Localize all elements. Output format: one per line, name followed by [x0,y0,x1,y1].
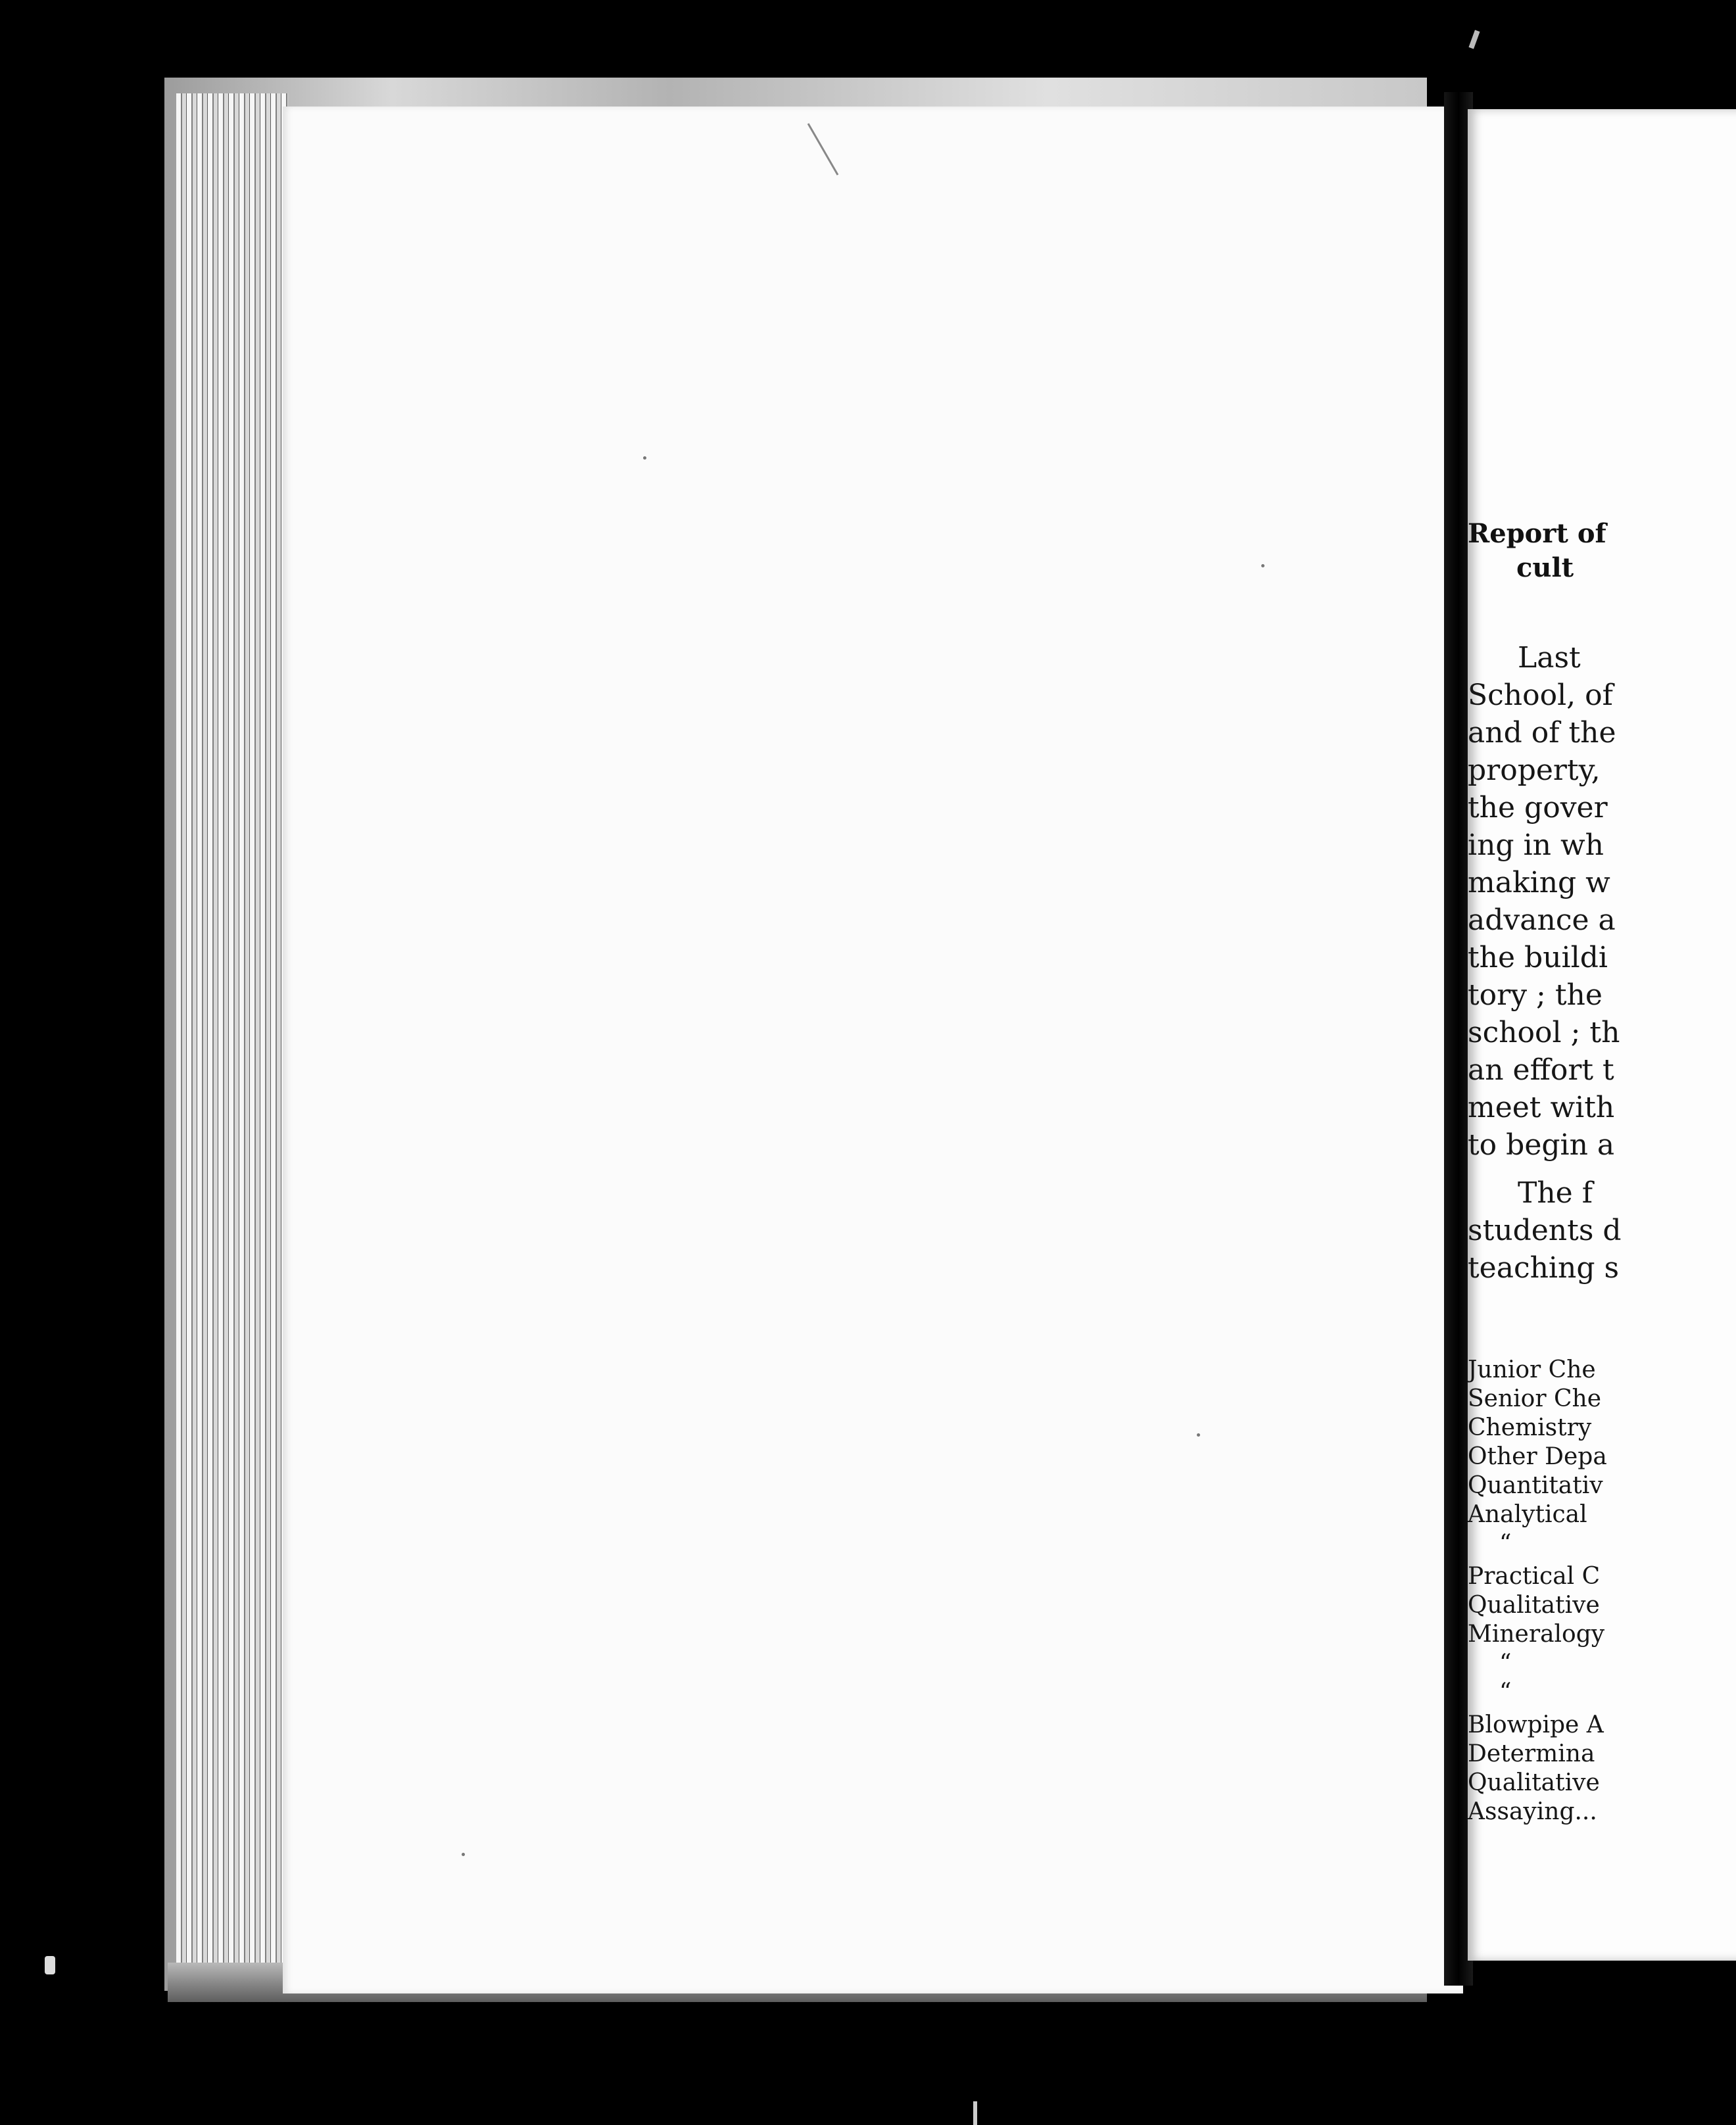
report-title [1468,517,1736,585]
text-line: students d [1468,1214,1622,1247]
text-line: Last [1518,641,1581,675]
paragraph-2 [1468,1174,1736,1287]
paragraph-1 [1468,639,1736,1164]
table-row: Practical C [1468,1563,1601,1590]
speck [462,1853,465,1856]
text-line: the buildi [1468,941,1608,974]
page-edges [176,93,288,1980]
background-speck [1468,30,1480,49]
text-line: ing in wh [1468,828,1604,862]
table-row: Mineralogy [1468,1621,1605,1648]
table-row: Assaying... [1468,1798,1597,1825]
table-row: Blowpipe A [1468,1711,1604,1738]
text-line: tory ; the [1468,978,1603,1012]
enrollment-table [1468,1356,1736,1827]
text-line: the gover [1468,791,1608,824]
ditto-mark: “ [1499,1650,1512,1677]
ditto-mark: “ [1499,1679,1512,1706]
background-speck [973,2101,977,2125]
text-line: meet with [1468,1091,1615,1124]
text-line: teaching s [1468,1251,1620,1285]
table-row: Junior Che [1468,1356,1596,1383]
right-page [1468,109,1736,1961]
scratch-mark [808,123,839,175]
table-row: Other Depa [1468,1443,1607,1470]
text-line: property, [1468,753,1601,787]
table-row: Analytical [1468,1501,1587,1528]
text-line: school ; th [1468,1016,1620,1049]
speck [643,456,646,460]
ditto-mark: “ [1499,1530,1512,1557]
left-page-blank [283,107,1463,1994]
table-row: Qualitative [1468,1769,1600,1796]
title-line: cult [1516,552,1574,583]
background-speck [45,1956,55,1974]
text-line: advance a [1468,903,1616,937]
title-line: Report of [1468,518,1606,549]
text-line: School, of [1468,679,1613,712]
text-line: The f [1518,1176,1593,1210]
text-line: making w [1468,866,1610,899]
table-row: Senior Che [1468,1385,1602,1412]
speck [1261,564,1265,567]
text-line: to begin a [1468,1128,1615,1162]
table-row: Determina [1468,1740,1595,1767]
text-line: and of the [1468,716,1616,750]
table-row: Chemistry [1468,1414,1592,1441]
table-row: Qualitative [1468,1592,1600,1619]
speck [1197,1433,1200,1437]
text-line: an effort t [1468,1053,1614,1087]
table-row: Quantitativ [1468,1472,1603,1499]
